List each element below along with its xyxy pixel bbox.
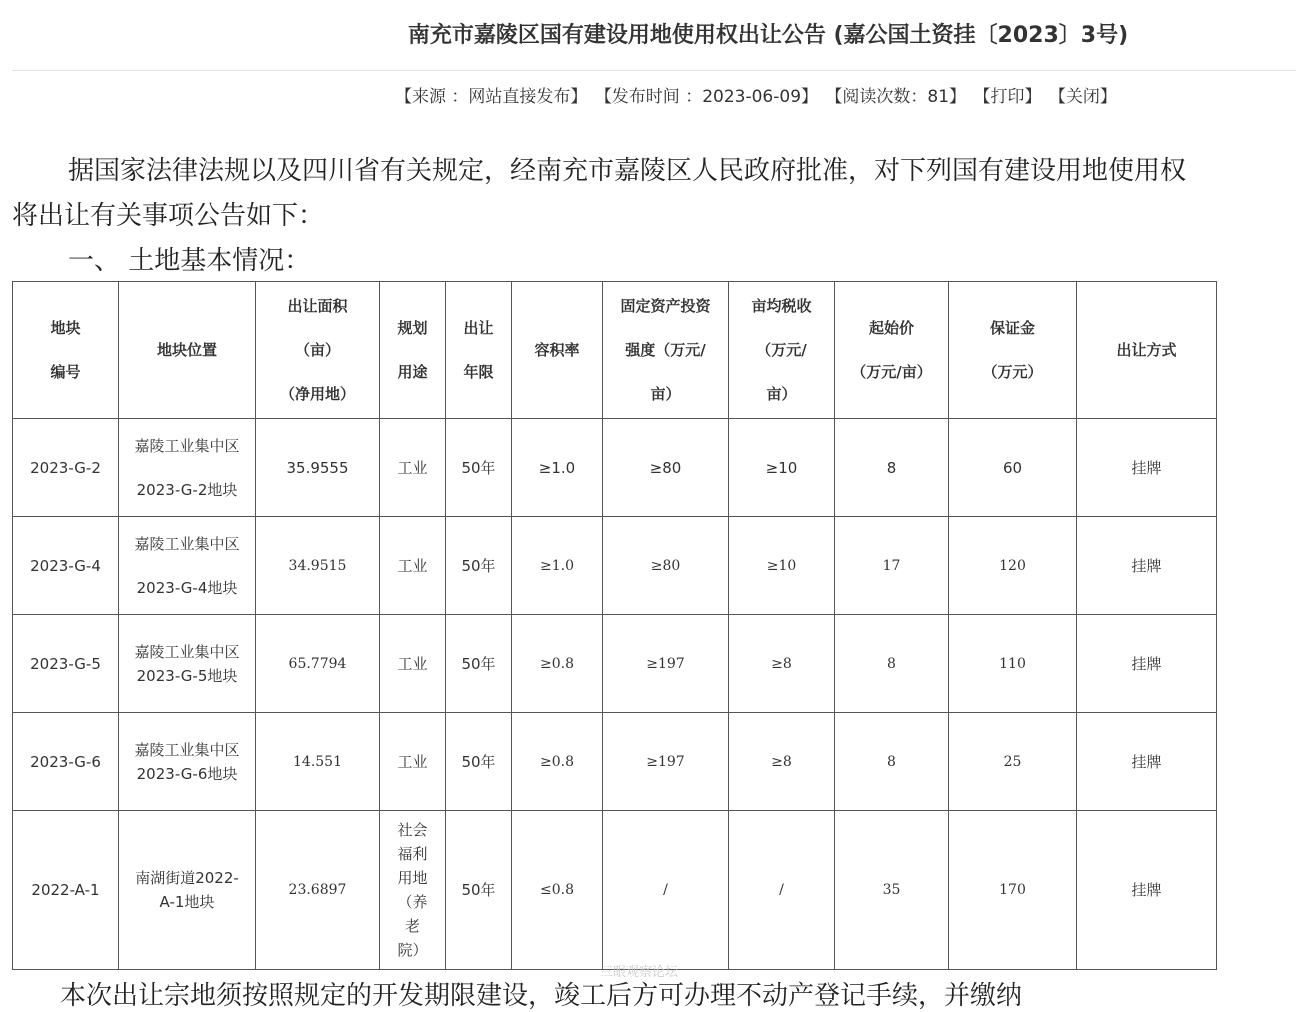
cell-invest: ≥197 — [603, 615, 729, 713]
cell-location: 嘉陵工业集中区 2023-G-2地块 — [119, 419, 256, 517]
header-location: 地块位置 — [119, 282, 256, 419]
table-row — [13, 419, 1217, 517]
cell-area: 65.7794 — [256, 615, 380, 713]
cell-term: 50年 — [446, 615, 512, 713]
cell-deposit: 110 — [949, 615, 1077, 713]
print-link[interactable]: 【打印】 — [973, 87, 1042, 107]
meta-source: 【来源 ：网站直接发布】 — [395, 87, 588, 107]
header-deposit: 保证金 （万元） — [949, 282, 1077, 419]
cell-area: 35.9555 — [256, 419, 380, 517]
bottom-paragraph: 本次出让宗地须按照规定的开发期限建设，竣工后方可办理不动产登记手续，并缴纳 — [60, 981, 1023, 1011]
cell-use: 工业 — [380, 713, 446, 811]
header-term: 出让 年限 — [446, 282, 512, 419]
article-meta — [395, 82, 1119, 107]
cell-price: 17 — [835, 517, 949, 615]
page-title: 南充市嘉陵区国有建设用地使用权出让公告 (嘉公国土资挂〔2023〕3号) — [407, 23, 1129, 48]
cell-method: 挂牌 — [1077, 811, 1217, 970]
cell-location: 嘉陵工业集中区 2023-G-6地块 — [119, 713, 256, 811]
header-area: 出让面积 （亩） （净用地） — [256, 282, 380, 419]
header-use: 规划 用途 — [380, 282, 446, 419]
meta-publish-time: 【发布时间 ：2023-06-09】 — [594, 87, 819, 107]
table-header-row — [13, 282, 1217, 419]
title-divider — [12, 70, 1296, 71]
cell-far: ≥1.0 — [512, 419, 603, 517]
land-info-table — [12, 281, 1217, 970]
table-row — [13, 811, 1217, 970]
cell-far: ≥1.0 — [512, 517, 603, 615]
cell-price: 35 — [835, 811, 949, 970]
cell-term: 50年 — [446, 517, 512, 615]
cell-invest: ≥80 — [603, 419, 729, 517]
cell-tax: ≥8 — [729, 615, 835, 713]
intro-paragraph: 据国家法律法规以及四川省有关规定，经南充市嘉陵区人民政府批准，对下列国有建设用地使用权 — [68, 156, 1187, 186]
header-price: 起始价 （万元/亩） — [835, 282, 949, 419]
cell-invest: ≥80 — [603, 517, 729, 615]
cell-term: 50年 — [446, 713, 512, 811]
header-far: 容积率 — [512, 282, 603, 419]
table-row — [13, 615, 1217, 713]
cell-method: 挂牌 — [1077, 713, 1217, 811]
cell-method: 挂牌 — [1077, 419, 1217, 517]
cell-far: ≤0.8 — [512, 811, 603, 970]
cell-far: ≥0.8 — [512, 615, 603, 713]
cell-deposit: 120 — [949, 517, 1077, 615]
cell-area: 23.6897 — [256, 811, 380, 970]
section-heading-land: 一、 土地基本情况： — [68, 246, 311, 276]
cell-plot-no: 2023-G-2 — [13, 419, 119, 517]
cell-area: 34.9515 — [256, 517, 380, 615]
cell-deposit: 60 — [949, 419, 1077, 517]
cell-method: 挂牌 — [1077, 615, 1217, 713]
cell-location: 嘉陵工业集中区 2023-G-4地块 — [119, 517, 256, 615]
header-tax: 亩均税收 （万元/ 亩） — [729, 282, 835, 419]
cell-use: 工业 — [380, 419, 446, 517]
cell-tax: ≥8 — [729, 713, 835, 811]
cell-plot-no: 2023-G-6 — [13, 713, 119, 811]
cell-deposit: 25 — [949, 713, 1077, 811]
cell-price: 8 — [835, 615, 949, 713]
header-plot-no: 地块 编号 — [13, 282, 119, 419]
table-row — [13, 517, 1217, 615]
cell-tax: ≥10 — [729, 419, 835, 517]
cell-tax: ≥10 — [729, 517, 835, 615]
cell-plot-no: 2023-G-5 — [13, 615, 119, 713]
meta-read-count: 【阅读次数：81】 — [825, 87, 967, 107]
cell-price: 8 — [835, 419, 949, 517]
cell-deposit: 170 — [949, 811, 1077, 970]
intro-paragraph-cont: 将出让有关事项公告如下： — [12, 201, 325, 231]
watermark-text: 三眼观察论坛 — [600, 965, 679, 980]
cell-invest: ≥197 — [603, 713, 729, 811]
cell-tax: / — [729, 811, 835, 970]
cell-invest: / — [603, 811, 729, 970]
cell-area: 14.551 — [256, 713, 380, 811]
table-row — [13, 713, 1217, 811]
cell-term: 50年 — [446, 811, 512, 970]
close-link[interactable]: 【关闭】 — [1048, 87, 1117, 107]
cell-price: 8 — [835, 713, 949, 811]
cell-term: 50年 — [446, 419, 512, 517]
header-invest: 固定资产投资 强度（万元/ 亩） — [603, 282, 729, 419]
cell-method: 挂牌 — [1077, 517, 1217, 615]
cell-use: 社会 福利 用地 （养 老 院） — [380, 811, 446, 970]
cell-use: 工业 — [380, 615, 446, 713]
cell-use: 工业 — [380, 517, 446, 615]
cell-location: 嘉陵工业集中区 2023-G-5地块 — [119, 615, 256, 713]
cell-plot-no: 2023-G-4 — [13, 517, 119, 615]
cell-plot-no: 2022-A-1 — [13, 811, 119, 970]
header-method: 出让方式 — [1077, 282, 1217, 419]
cell-far: ≥0.8 — [512, 713, 603, 811]
cell-location: 南湖街道2022- A-1地块 — [119, 811, 256, 970]
